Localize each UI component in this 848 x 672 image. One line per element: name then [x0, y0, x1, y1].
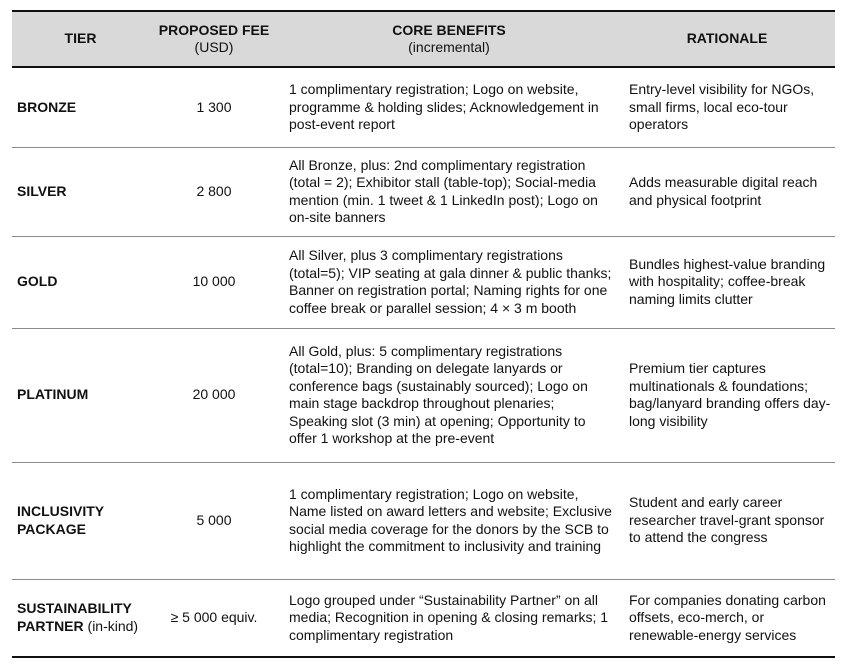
- tier-benefits: Logo grouped under “Sustainability Partner” on all media; Recognition in opening & closing remarks; 1 complimentary registration: [279, 579, 619, 657]
- tier-rationale: For companies donating carbon offsets, eco-merch, or renewable-energy services: [619, 579, 835, 657]
- tier-name: GOLD: [12, 236, 149, 328]
- tier-fee: 2 800: [149, 147, 279, 236]
- tier-note: (in-kind): [87, 617, 139, 634]
- tier-fee: ≥ 5 000 equiv.: [149, 579, 279, 657]
- tier-rationale: Student and early career researcher travel-grant sponsor to attend the congress: [619, 462, 835, 579]
- header-tier: TIER: [12, 11, 149, 67]
- tier-name: INCLUSIVITY PACKAGE: [12, 462, 149, 579]
- tier-fee: 10 000: [149, 236, 279, 328]
- sponsorship-tiers-table: [12, 10, 835, 658]
- header-row: [12, 11, 835, 67]
- tier-rationale: Bundles highest-value branding with hospitality; coffee-break naming limits clutter: [619, 236, 835, 328]
- header-benefits-sub: (incremental): [408, 39, 490, 55]
- header-rationale: RATIONALE: [619, 11, 835, 67]
- tier-name: SUSTAINABILITY PARTNER (in-kind): [12, 579, 149, 657]
- sponsorship-tiers-figure: [12, 10, 835, 658]
- tier-benefits: All Gold, plus: 5 complimentary registrations (total=10); Branding on delegate lanyards or conference bags (sustainably sourced); Logo on main stage backdrop throughout plenaries; Speaking slot (3 min) at opening; Opportunity to offer 1 workshop at the pre-event: [279, 328, 619, 462]
- tier-fee: 5 000: [149, 462, 279, 579]
- tier-rationale: Entry-level visibility for NGOs, small firms, local eco-tour operators: [619, 67, 835, 147]
- tier-rationale: Adds measurable digital reach and physical footprint: [619, 147, 835, 236]
- tier-rationale: Premium tier captures multinationals & foundations; bag/lanyard branding offers day-long visibility: [619, 328, 835, 462]
- tier-fee: 1 300: [149, 67, 279, 147]
- tier-benefits: 1 complimentary registration; Logo on website, programme & holding slides; Acknowledgement in post-event report: [279, 67, 619, 147]
- table-row: [12, 328, 835, 462]
- table-row: [12, 236, 835, 328]
- tier-benefits: All Silver, plus 3 complimentary registrations (total=5); VIP seating at gala dinner & public thanks; Banner on registration portal; Naming rights for one coffee break or parallel session; 4 × 3 m booth: [279, 236, 619, 328]
- tier-name: PLATINUM: [12, 328, 149, 462]
- header-benefits: CORE BENEFITS (incremental): [279, 11, 619, 67]
- table-row: [12, 147, 835, 236]
- tier-benefits: 1 complimentary registration; Logo on website, Name listed on award letters and website; Exclusive social media coverage for the donors by the SCB to highlight the commitment to inclusivity and training: [279, 462, 619, 579]
- table-row: [12, 579, 835, 657]
- tier-benefits: All Bronze, plus: 2nd complimentary registration (total = 2); Exhibitor stall (table-top); Social-media mention (min. 1 tweet & 1 LinkedIn post); Logo on on-site banners: [279, 147, 619, 236]
- tier-fee: 20 000: [149, 328, 279, 462]
- table-row: [12, 462, 835, 579]
- table-row: [12, 67, 835, 147]
- tier-name: SILVER: [12, 147, 149, 236]
- tier-name: BRONZE: [12, 67, 149, 147]
- header-fee: PROPOSED FEE (USD): [149, 11, 279, 67]
- header-fee-unit: (USD): [194, 39, 234, 55]
